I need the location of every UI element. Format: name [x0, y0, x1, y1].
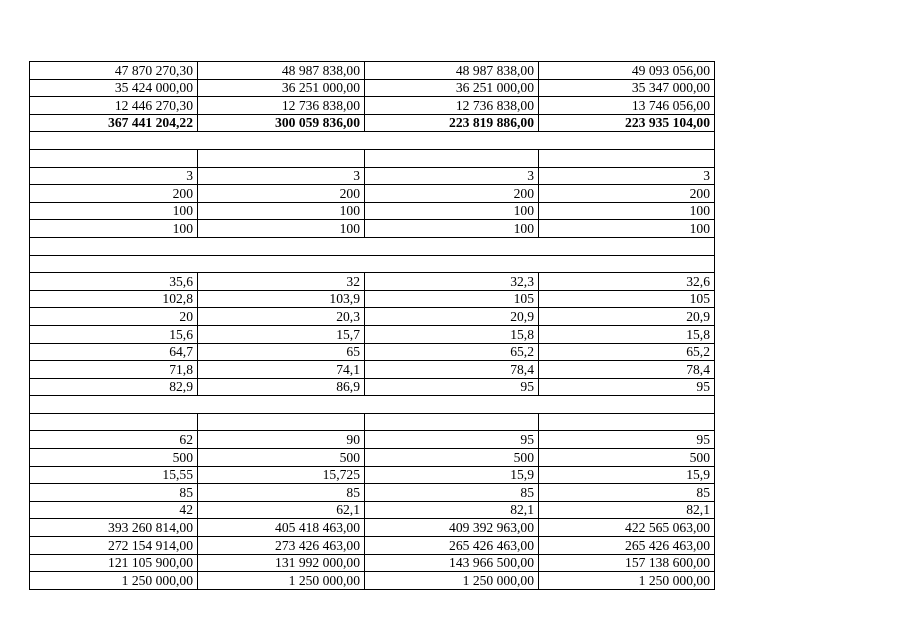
table-cell: 265 426 463,00 [365, 537, 539, 555]
table-cell [30, 149, 198, 167]
table-cell: 409 392 963,00 [365, 519, 539, 537]
table-cell: 71,8 [30, 361, 198, 379]
table-cell: 95 [365, 431, 539, 449]
table-cell: 82,1 [539, 501, 715, 519]
section-separator-row [30, 237, 715, 255]
table-row [30, 97, 715, 115]
table-cell: 48 987 838,00 [365, 62, 539, 80]
merged-empty-cell [30, 255, 715, 273]
table-row [30, 466, 715, 484]
table-cell: 3 [30, 167, 198, 185]
table-cell: 100 [539, 202, 715, 220]
table-cell [539, 413, 715, 431]
table-cell: 36 251 000,00 [198, 79, 365, 97]
table-row [30, 572, 715, 590]
table-cell: 86,9 [198, 378, 365, 396]
table-cell: 12 736 838,00 [198, 97, 365, 115]
table-cell: 32,6 [539, 273, 715, 291]
table-cell: 500 [198, 449, 365, 467]
table-cell: 35 347 000,00 [539, 79, 715, 97]
table-cell: 143 966 500,00 [365, 554, 539, 572]
table-cell: 100 [365, 220, 539, 238]
table-cell: 20,9 [539, 308, 715, 326]
table-cell: 200 [365, 185, 539, 203]
table-cell: 15,725 [198, 466, 365, 484]
table-cell: 500 [365, 449, 539, 467]
table-cell: 105 [539, 290, 715, 308]
table-cell: 131 992 000,00 [198, 554, 365, 572]
table-cell: 42 [30, 501, 198, 519]
table-cell: 48 987 838,00 [198, 62, 365, 80]
table-cell: 100 [198, 220, 365, 238]
table-cell: 273 426 463,00 [198, 537, 365, 555]
merged-empty-cell [30, 396, 715, 414]
table-cell: 90 [198, 431, 365, 449]
table-cell: 1 250 000,00 [198, 572, 365, 590]
table-row [30, 290, 715, 308]
table-cell: 265 426 463,00 [539, 537, 715, 555]
table-cell: 65,2 [539, 343, 715, 361]
table-cell: 1 250 000,00 [30, 572, 198, 590]
table-cell: 3 [365, 167, 539, 185]
table-cell: 20,3 [198, 308, 365, 326]
table-row [30, 62, 715, 80]
table-row [30, 537, 715, 555]
table-row [30, 378, 715, 396]
table-cell: 49 093 056,00 [539, 62, 715, 80]
table-cell: 95 [539, 378, 715, 396]
table-cell: 20 [30, 308, 198, 326]
table-cell: 422 565 063,00 [539, 519, 715, 537]
table-cell: 15,55 [30, 466, 198, 484]
table-cell: 393 260 814,00 [30, 519, 198, 537]
table-cell: 15,9 [539, 466, 715, 484]
table-cell: 3 [198, 167, 365, 185]
table-cell: 223 935 104,00 [539, 114, 715, 132]
table-cell: 85 [365, 484, 539, 502]
table-cell [539, 149, 715, 167]
total-row [30, 114, 715, 132]
table-cell: 95 [539, 431, 715, 449]
table-row [30, 361, 715, 379]
data-table [29, 61, 715, 590]
table-cell: 20,9 [365, 308, 539, 326]
table-cell: 1 250 000,00 [539, 572, 715, 590]
table-cell: 65,2 [365, 343, 539, 361]
merged-empty-cell [30, 132, 715, 150]
table-row [30, 220, 715, 238]
table-cell: 15,7 [198, 325, 365, 343]
table-row [30, 449, 715, 467]
table-row [30, 519, 715, 537]
table-row [30, 273, 715, 291]
table-cell: 95 [365, 378, 539, 396]
table-cell: 15,9 [365, 466, 539, 484]
table-cell: 102,8 [30, 290, 198, 308]
table-cell: 1 250 000,00 [365, 572, 539, 590]
table-cell: 500 [539, 449, 715, 467]
table-cell: 200 [198, 185, 365, 203]
table-row [30, 501, 715, 519]
table-cell: 103,9 [198, 290, 365, 308]
table-cell: 74,1 [198, 361, 365, 379]
table-row [30, 484, 715, 502]
table-cell: 62 [30, 431, 198, 449]
section-separator-row [30, 132, 715, 150]
table-cell: 367 441 204,22 [30, 114, 198, 132]
table-cell: 100 [30, 202, 198, 220]
table-cell: 32 [198, 273, 365, 291]
table-cell [198, 413, 365, 431]
table-row [30, 167, 715, 185]
table-cell: 35 424 000,00 [30, 79, 198, 97]
table-cell: 85 [198, 484, 365, 502]
table-cell: 82,9 [30, 378, 198, 396]
table-cell [198, 149, 365, 167]
table-row [30, 431, 715, 449]
table-cell: 82,1 [365, 501, 539, 519]
table-cell: 85 [30, 484, 198, 502]
table-cell: 121 105 900,00 [30, 554, 198, 572]
table-row [30, 554, 715, 572]
table-cell: 200 [539, 185, 715, 203]
table-cell: 15,8 [539, 325, 715, 343]
table-row [30, 343, 715, 361]
table-cell: 13 746 056,00 [539, 97, 715, 115]
table-cell: 65 [198, 343, 365, 361]
table-cell: 100 [539, 220, 715, 238]
table-cell [30, 413, 198, 431]
table-cell: 105 [365, 290, 539, 308]
table-cell: 100 [30, 220, 198, 238]
table-cell: 157 138 600,00 [539, 554, 715, 572]
table-cell: 78,4 [539, 361, 715, 379]
table-row [30, 413, 715, 431]
table-row [30, 185, 715, 203]
table-cell: 223 819 886,00 [365, 114, 539, 132]
table-cell: 12 446 270,30 [30, 97, 198, 115]
table-cell [365, 149, 539, 167]
table-cell [365, 413, 539, 431]
table-cell: 405 418 463,00 [198, 519, 365, 537]
table-cell: 500 [30, 449, 198, 467]
table-cell: 36 251 000,00 [365, 79, 539, 97]
merged-empty-cell [30, 237, 715, 255]
table-body [30, 62, 715, 590]
table-row [30, 308, 715, 326]
table-cell: 200 [30, 185, 198, 203]
table-cell: 15,6 [30, 325, 198, 343]
table-cell: 32,3 [365, 273, 539, 291]
table-cell: 272 154 914,00 [30, 537, 198, 555]
section-separator-row [30, 255, 715, 273]
table-cell: 100 [365, 202, 539, 220]
table-row [30, 325, 715, 343]
table-cell: 12 736 838,00 [365, 97, 539, 115]
table-cell: 35,6 [30, 273, 198, 291]
table-cell: 78,4 [365, 361, 539, 379]
table-cell: 64,7 [30, 343, 198, 361]
section-separator-row [30, 396, 715, 414]
table-row [30, 79, 715, 97]
table-cell: 300 059 836,00 [198, 114, 365, 132]
table-row [30, 149, 715, 167]
table-cell: 62,1 [198, 501, 365, 519]
table-row [30, 202, 715, 220]
table-cell: 85 [539, 484, 715, 502]
table-cell: 3 [539, 167, 715, 185]
table-cell: 100 [198, 202, 365, 220]
table-cell: 47 870 270,30 [30, 62, 198, 80]
table-cell: 15,8 [365, 325, 539, 343]
